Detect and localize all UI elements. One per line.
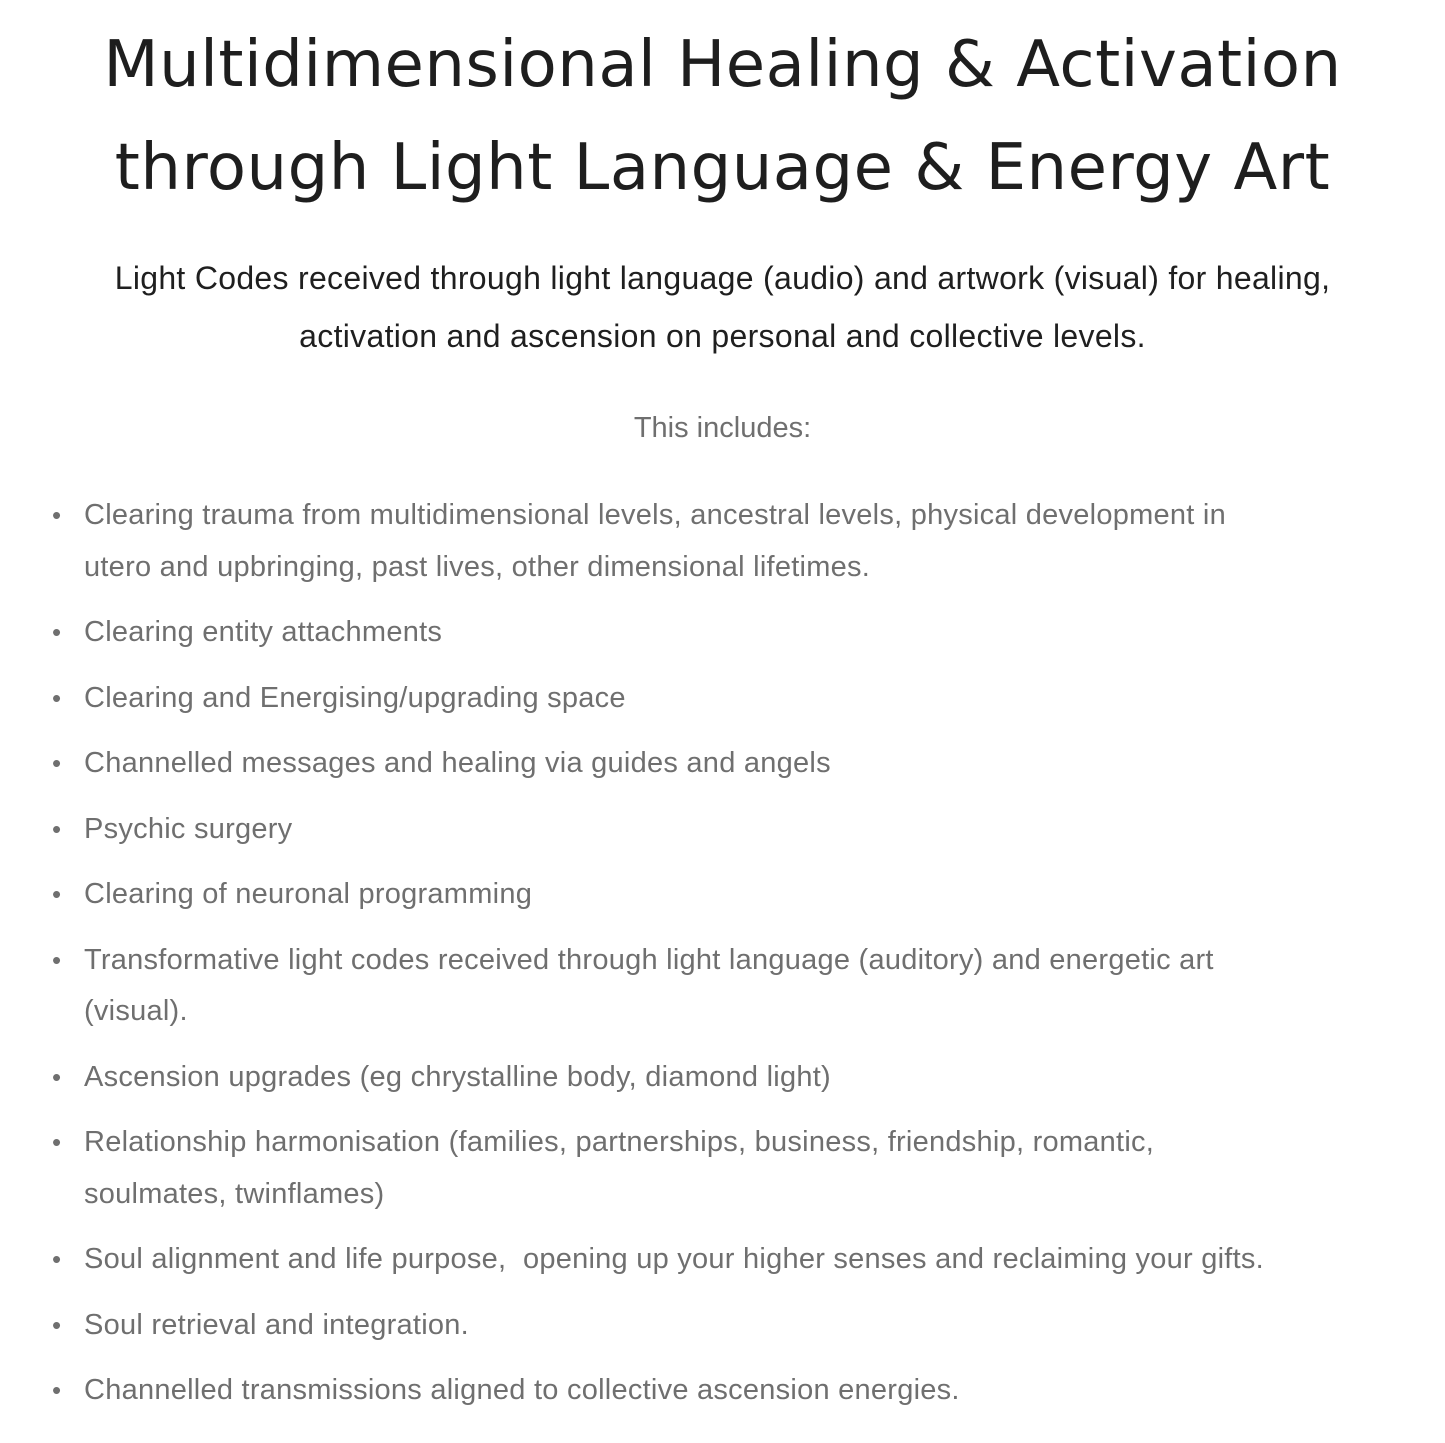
- list-item-text: Soul retrieval and integration.: [84, 1308, 469, 1341]
- list-item: [0, 1300, 1445, 1352]
- bullet-icon: •: [52, 1309, 62, 1340]
- bullet-icon: •: [52, 1375, 62, 1405]
- list-item-text: Relationship harmonisation (families, partnerships, business, friendship, romantic,: [84, 1126, 1155, 1158]
- bullet-icon: •: [52, 1244, 62, 1274]
- bullet-icon: •: [52, 1127, 62, 1157]
- page-subtitle: [20, 249, 1425, 365]
- list-item-text-continued: utero and upbringing, past lives, other dimensional lifetimes.: [84, 550, 871, 583]
- bullet-icon: •: [52, 879, 62, 909]
- bullet-icon: •: [52, 813, 62, 844]
- bullet-icon: •: [52, 1061, 62, 1092]
- list-item-text: Psychic surgery: [84, 812, 293, 845]
- page-title: [20, 14, 1425, 220]
- list-item: [0, 804, 1445, 856]
- bullet-icon: •: [52, 682, 62, 713]
- list-item-text: Channelled transmissions aligned to collective ascension energies.: [84, 1374, 960, 1406]
- list-item: [0, 935, 1445, 1038]
- list-item-text-continued: (visual).: [84, 995, 188, 1027]
- page-subtitle-line-2: activation and ascension on personal and collective levels.: [299, 318, 1146, 354]
- list-item: [0, 490, 1445, 593]
- list-item-text: Soul alignment and life purpose, opening up your higher senses and reclaiming your gifts.: [84, 1243, 1264, 1275]
- list-item: [0, 673, 1445, 725]
- list-item: [0, 1052, 1445, 1104]
- list-item: [0, 1234, 1445, 1286]
- bullet-icon: •: [52, 748, 62, 778]
- bullet-icon: •: [52, 944, 62, 975]
- list-item-text-continued: soulmates, twinflames): [84, 1177, 385, 1210]
- list-item-text: Clearing of neuronal programming: [84, 878, 533, 910]
- list-item-text: Clearing trauma from multidimensional levels, ancestral levels, physical development in: [84, 499, 1226, 531]
- includes-intro: This includes:: [633, 412, 812, 444]
- page-title-line-1: Multidimensional Healing & Activation: [103, 28, 1342, 102]
- list-item: [0, 738, 1445, 790]
- list-item: [0, 1117, 1445, 1220]
- list-item: [0, 1365, 1445, 1417]
- list-item-text: Ascension upgrades (eg chrystalline body, diamond light): [84, 1060, 831, 1093]
- page-title-line-2: through Light Language & Energy Art: [114, 131, 1331, 205]
- offerings-list: [0, 490, 1445, 1431]
- page-subtitle-line-1: Light Codes received through light language (audio) and artwork (visual) for healing,: [114, 260, 1331, 296]
- list-item-text: Channelled messages and healing via guides and angels: [84, 747, 831, 779]
- list-item-text: Clearing and Energising/upgrading space: [84, 681, 626, 714]
- list-item-text: Clearing entity attachments: [84, 616, 443, 648]
- list-item: [0, 869, 1445, 921]
- list-item: [0, 607, 1445, 659]
- list-item-text: Transformative light codes received through light language (auditory) and energetic art: [84, 943, 1214, 976]
- bullet-icon: •: [52, 617, 62, 647]
- bullet-icon: •: [52, 500, 62, 530]
